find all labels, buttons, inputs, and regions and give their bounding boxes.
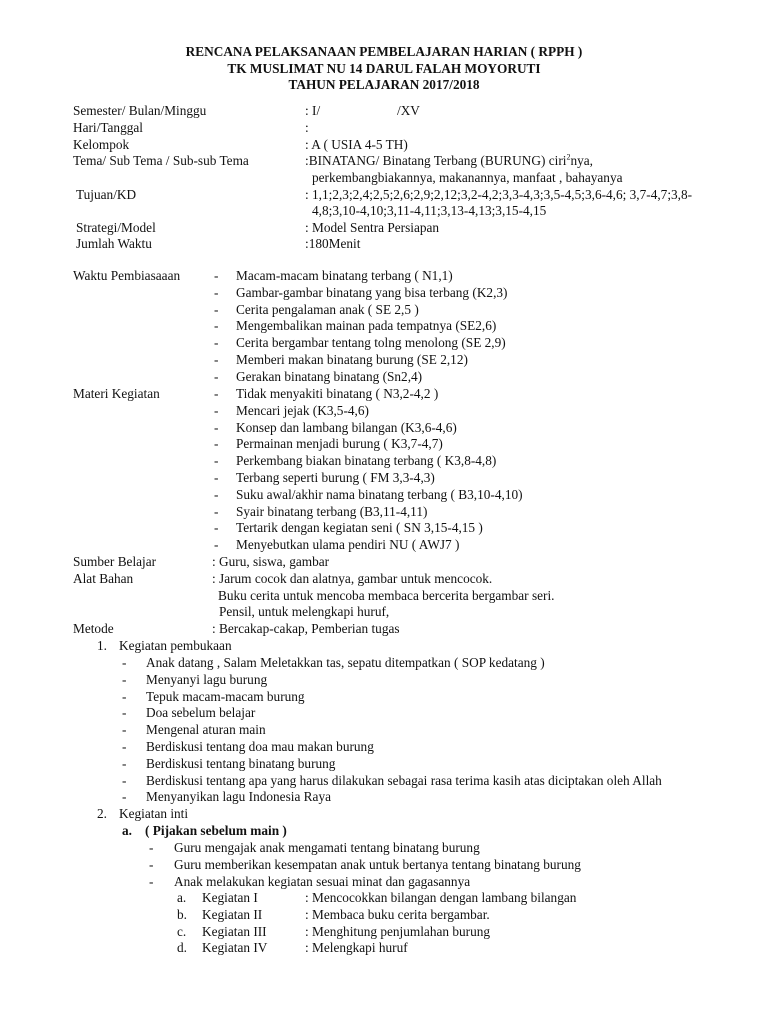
- materi-label: Materi Kegiatan: [73, 386, 160, 401]
- list-dash: -: [122, 772, 127, 788]
- kegiatan-value: : Mencocokkan bilangan dengan lambang bilangan: [305, 890, 577, 905]
- list-dash: -: [214, 335, 219, 351]
- semester-label: Semester/ Bulan/Minggu: [73, 103, 207, 118]
- list-item-text: Berdiskusi tentang doa mau makan burung: [146, 739, 374, 754]
- jumlah-value: :180Menit: [305, 236, 361, 251]
- tema-value-2: perkembangbiakannya, makanannya, manfaat , bahayanya: [312, 170, 623, 185]
- sumber-label: Sumber Belajar: [73, 554, 157, 569]
- kegiatan-name: Kegiatan III: [202, 923, 267, 939]
- list-item-text: Mengembalikan mainan pada tempatnya (SE2,6): [236, 318, 497, 334]
- list-dash: -: [214, 520, 219, 536]
- strategi-value: : Model Sentra Persiapan: [305, 220, 440, 235]
- inti-number: 2.: [97, 806, 107, 821]
- list-item-text: Berdiskusi tentang apa yang harus dilakukan sebagai rasa terima kasih atas diciptakan oleh Allah: [146, 772, 662, 788]
- list-dash: -: [122, 688, 127, 704]
- list-dash: -: [214, 318, 219, 334]
- list-dash: -: [214, 419, 219, 435]
- alat-value-1: : Jarum cocok dan alatnya, gambar untuk mencocok.: [212, 571, 493, 586]
- semester-value-a: : I/: [305, 103, 321, 118]
- list-dash: -: [122, 789, 127, 805]
- list-dash: -: [214, 537, 219, 553]
- list-dash: -: [214, 453, 219, 469]
- list-dash: -: [214, 436, 219, 452]
- document-header: [0, 44, 768, 94]
- kegiatan-value: : Membaca buku cerita bergambar.: [305, 906, 490, 922]
- strategi-label: Strategi/Model: [76, 220, 156, 235]
- list-item-text: Cerita bergambar tentang tolng menolong (SE 2,9): [236, 335, 506, 351]
- list-item-text: Perkembang biakan binatang terbang ( K3,8-4,8): [236, 453, 497, 469]
- list-item-text: Menyanyikan lagu Indonesia Raya: [146, 789, 331, 805]
- kegiatan-letter: d.: [177, 940, 187, 956]
- tujuan-value-2: 4,8;3,10-4,10;3,11-4,11;3,13-4,13;3,15-4,15: [312, 203, 547, 218]
- kelompok-label: Kelompok: [73, 137, 130, 152]
- alat-value-3: Pensil, untuk melengkapi huruf,: [219, 604, 390, 619]
- kegiatan-value: : Melengkapi huruf: [305, 940, 408, 956]
- list-dash: -: [149, 856, 154, 872]
- kegiatan-name: Kegiatan I: [202, 890, 258, 905]
- metode-value: : Bercakap-cakap, Pemberian tugas: [212, 621, 400, 636]
- pembukaan-number: 1.: [97, 638, 107, 653]
- list-item-text: Menyebutkan ulama pendiri NU ( AWJ7 ): [236, 537, 460, 553]
- header-year: TAHUN PELAJARAN 2017/2018: [288, 77, 480, 92]
- list-dash: -: [122, 739, 127, 754]
- list-dash: -: [214, 301, 219, 317]
- alat-label: Alat Bahan: [73, 571, 134, 586]
- kegiatan-name: Kegiatan IV: [202, 940, 268, 956]
- list-item-text: Tidak menyakiti binatang ( N3,2-4,2 ): [236, 386, 439, 401]
- metode-label: Metode: [73, 621, 114, 636]
- kegiatan-letter: c.: [177, 923, 187, 939]
- kegiatan-value: : Menghitung penjumlahan burung: [305, 923, 491, 939]
- list-item-text: Mencari jejak (K3,5-4,6): [236, 402, 369, 418]
- list-item-text: Guru mengajak anak mengamati tentang binatang burung: [174, 840, 480, 855]
- sumber-value: : Guru, siswa, gambar: [212, 554, 330, 569]
- inti-sub-title: ( Pijakan sebelum main ): [145, 823, 287, 838]
- list-dash: -: [214, 368, 219, 384]
- list-dash: -: [149, 840, 154, 855]
- tema-label: Tema/ Sub Tema / Sub-sub Tema: [73, 153, 249, 168]
- list-item-text: Tertarik dengan kegiatan seni ( SN 3,15-4,15 ): [236, 520, 483, 536]
- list-item-text: Doa sebelum belajar: [146, 705, 256, 721]
- kegiatan-letter: a.: [177, 890, 187, 905]
- inti-title: Kegiatan inti: [119, 806, 189, 821]
- header-school: TK MUSLIMAT NU 14 DARUL FALAH MOYORUTI: [227, 60, 541, 76]
- list-dash: -: [122, 722, 127, 738]
- list-item-text: Memberi makan binatang burung (SE 2,12): [236, 352, 468, 367]
- kegiatan-name: Kegiatan II: [202, 906, 263, 922]
- list-item-text: Mengenal aturan main: [146, 722, 266, 738]
- list-dash: -: [214, 386, 219, 401]
- list-item-text: Anak melakukan kegiatan sesuai minat dan gagasannya: [174, 873, 471, 889]
- list-dash: -: [122, 755, 127, 771]
- kegiatan-letter: b.: [177, 906, 187, 922]
- list-item-text: Gambar-gambar binatang yang bisa terbang (K2,3): [236, 284, 508, 300]
- list-item-text: Anak datang , Salam Meletakkan tas, sepatu ditempatkan ( SOP kedatang ): [146, 655, 545, 670]
- tema-value: :BINATANG/ Binatang Terbang (BURUNG) ciri$^2$nya,: [305, 152, 593, 168]
- hari-value: :: [305, 120, 309, 135]
- list-item-text: Guru memberikan kesempatan anak untuk bertanya tentang binatang burung: [174, 856, 581, 872]
- list-dash: -: [122, 655, 127, 670]
- list-item-text: Gerakan binatang binatang (Sn2,4): [236, 368, 423, 384]
- list-dash: -: [122, 671, 127, 687]
- semester-value-b: /XV: [397, 103, 420, 118]
- list-item-text: Menyanyi lagu burung: [146, 671, 268, 687]
- list-dash: -: [122, 705, 127, 721]
- list-dash: -: [214, 352, 219, 367]
- pembukaan-title: Kegiatan pembukaan: [119, 638, 232, 653]
- hari-label: Hari/Tanggal: [73, 120, 143, 135]
- list-item-text: Tepuk macam-macam burung: [146, 688, 305, 704]
- list-item-text: Terbang seperti burung ( FM 3,3-4,3): [236, 470, 435, 485]
- list-item-text: Permainan menjadi burung ( K3,7-4,7): [236, 436, 443, 452]
- list-item-text: Konsep dan lambang bilangan (K3,6-4,6): [236, 419, 457, 435]
- list-dash: -: [149, 873, 154, 889]
- inti-sub-letter: a.: [122, 823, 132, 838]
- jumlah-label: Jumlah Waktu: [76, 236, 152, 251]
- list-item-text: Berdiskusi tentang binatang burung: [146, 755, 336, 771]
- list-dash: -: [214, 284, 219, 300]
- list-item-text: Macam-macam binatang terbang ( N1,1): [236, 268, 453, 283]
- list-dash: -: [214, 402, 219, 418]
- tujuan-value-1: : 1,1;2,3;2,4;2,5;2,6;2,9;2,12;3,2-4,2;3,3-4,3;3,5-4,5;3,6-4,6; 3,7-4,7;3,8-: [305, 187, 693, 202]
- list-dash: -: [214, 486, 219, 502]
- header-title: RENCANA PELAKSANAAN PEMBELAJARAN HARIAN ( RPPH ): [185, 44, 583, 59]
- list-dash: -: [214, 268, 219, 283]
- list-dash: -: [214, 470, 219, 485]
- kelompok-value: : A ( USIA 4-5 TH): [305, 137, 408, 152]
- alat-value-2: Buku cerita untuk mencoba membaca bercerita bergambar seri.: [218, 588, 555, 603]
- tujuan-label: Tujuan/KD: [76, 187, 137, 202]
- list-item-text: Suku awal/akhir nama binatang terbang ( B3,10-4,10): [236, 486, 523, 502]
- pembiasaan-label: Waktu Pembiasaaan: [73, 268, 181, 283]
- list-item-text: Cerita pengalaman anak ( SE 2,5 ): [236, 301, 419, 317]
- list-item-text: Syair binatang terbang (B3,11-4,11): [236, 503, 428, 519]
- list-dash: -: [214, 503, 219, 519]
